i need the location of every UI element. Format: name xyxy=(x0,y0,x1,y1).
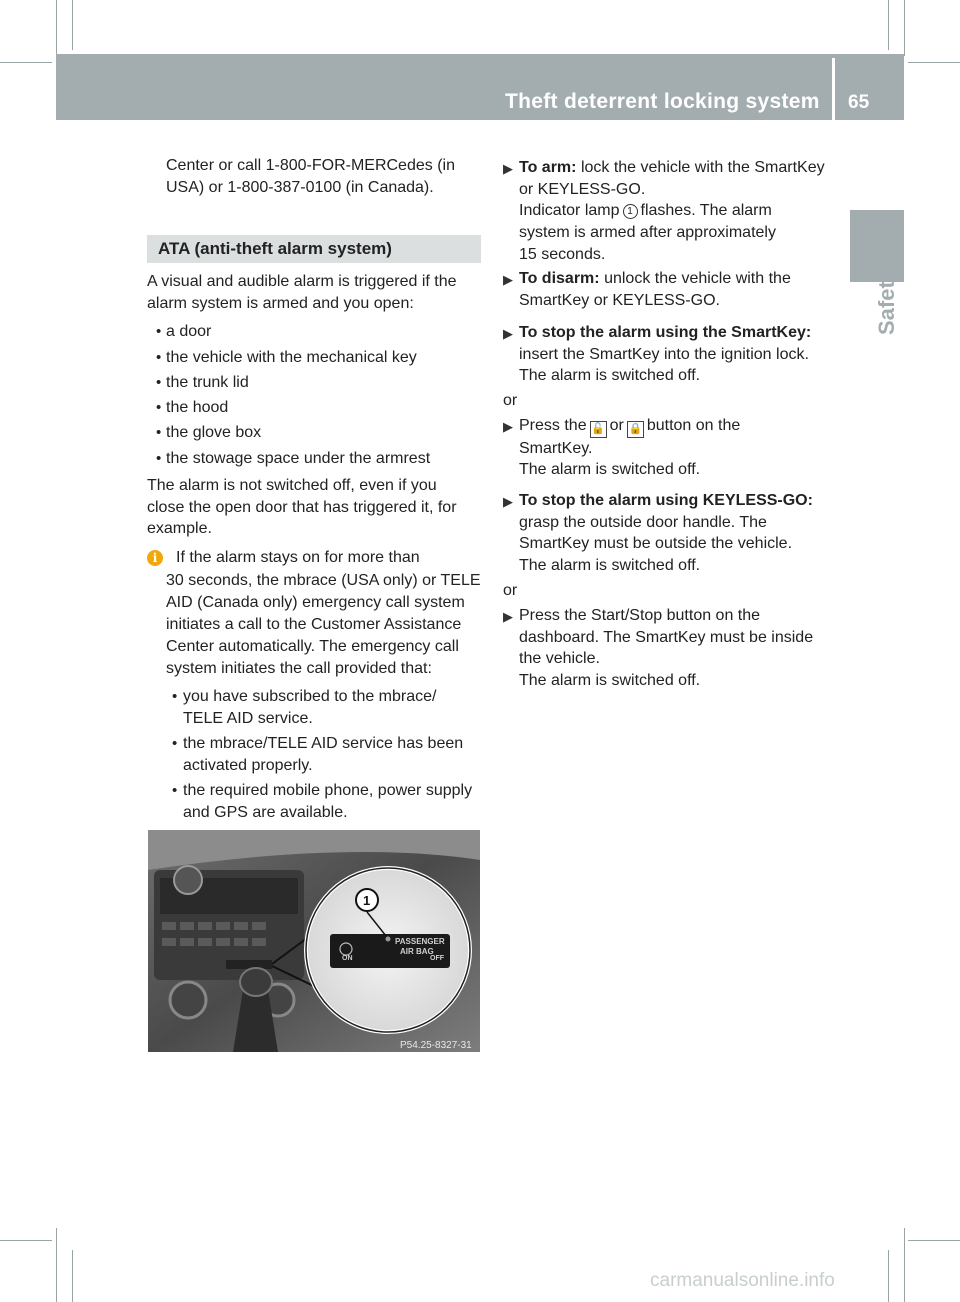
step-line: The alarm is switched off. xyxy=(519,461,701,478)
or-label: or xyxy=(503,392,518,409)
bullet-dot: • xyxy=(156,450,162,467)
list-item: a door xyxy=(166,323,212,340)
callout-1-icon: 1 xyxy=(623,204,638,219)
step-line: To stop the alarm using KEYLESS-GO: xyxy=(519,492,813,509)
bullet-dot: • xyxy=(156,349,162,366)
figure-code: P54.25-8327-31 xyxy=(400,1040,472,1051)
crop-mark xyxy=(56,0,57,56)
info-list-item: the mbrace/TELE AID service has been xyxy=(183,735,464,752)
info-line: Center automatically. The emergency call xyxy=(166,638,459,655)
step-line: To arm: lock the vehicle with the SmartKey xyxy=(519,159,825,176)
list-item: the stowage space under the armrest xyxy=(166,450,431,467)
bullet-dot: • xyxy=(172,688,178,705)
step-line: SmartKey. xyxy=(519,440,593,457)
or-label: or xyxy=(503,582,518,599)
info-icon: i xyxy=(147,550,163,566)
step-line: dashboard. The SmartKey must be inside xyxy=(519,629,814,646)
paragraph-line: A visual and audible alarm is triggered if the xyxy=(147,273,457,290)
info-line: AID (Canada only) emergency call system xyxy=(166,594,465,611)
step-arrow-icon: ▶ xyxy=(503,609,513,624)
info-line: system initiates the call provided that: xyxy=(166,660,432,677)
step-arrow-icon: ▶ xyxy=(503,326,513,341)
page-number: 65 xyxy=(848,92,870,113)
crop-mark xyxy=(888,0,889,50)
lock-icon: 🔒 xyxy=(627,421,644,438)
paragraph-line: close the open door that has triggered it, for xyxy=(147,499,457,516)
bullet-dot: • xyxy=(172,735,178,752)
step-line: The alarm is switched off. xyxy=(519,367,701,384)
paragraph-line: The alarm is not switched off, even if you xyxy=(147,477,437,494)
step-line: Press the 🔓 or 🔒 button on the xyxy=(519,415,740,438)
step-line: Press the Start/Stop button on the xyxy=(519,607,761,624)
crop-mark xyxy=(908,1240,960,1241)
figure-panel-text: PASSENGER xyxy=(395,937,445,946)
intro-line: USA) or 1-800-387-0100 (in Canada). xyxy=(166,179,434,196)
figure-panel-text: AIR BAG xyxy=(400,947,434,956)
crop-mark xyxy=(888,1250,889,1302)
crop-mark xyxy=(56,1228,57,1302)
step-line: insert the SmartKey into the ignition lock. xyxy=(519,346,809,363)
bullet-dot: • xyxy=(156,399,162,416)
info-line: 30 seconds, the mbrace (USA only) or TELE xyxy=(166,572,481,589)
bullet-dot: • xyxy=(172,782,178,799)
intro-line: Center or call 1-800-FOR-MERCedes (in xyxy=(166,157,455,174)
step-line: Indicator lamp 1 flashes. The alarm xyxy=(519,202,772,219)
dashboard-figure xyxy=(148,830,480,1052)
step-line: 15 seconds. xyxy=(519,246,606,263)
section-tab-label: Safety xyxy=(874,268,899,335)
crop-mark xyxy=(908,62,960,63)
step-line: grasp the outside door handle. The xyxy=(519,514,767,531)
step-line: SmartKey must be outside the vehicle. xyxy=(519,535,793,552)
crop-mark xyxy=(72,1250,73,1302)
info-list-item: activated properly. xyxy=(183,757,313,774)
step-arrow-icon: ▶ xyxy=(503,419,513,434)
step-line: The alarm is switched off. xyxy=(519,557,701,574)
step-line: To disarm: unlock the vehicle with the xyxy=(519,270,791,287)
step-line: SmartKey or KEYLESS-GO. xyxy=(519,292,720,309)
info-line: initiates a call to the Customer Assistance xyxy=(166,616,462,633)
paragraph-line: alarm system is armed and you open: xyxy=(147,295,414,312)
info-list-item: TELE AID service. xyxy=(183,710,313,727)
crop-mark xyxy=(72,0,73,50)
bullet-dot: • xyxy=(156,323,162,340)
crop-mark xyxy=(0,62,52,63)
step-arrow-icon: ▶ xyxy=(503,272,513,287)
page-title: Theft deterrent locking system xyxy=(505,90,820,113)
info-list-item: the required mobile phone, power supply xyxy=(183,782,473,799)
step-line: system is armed after approximately xyxy=(519,224,776,241)
figure-callout: 1 xyxy=(363,893,371,908)
header-divider xyxy=(832,58,835,120)
watermark-link[interactable]: carmanualsonline.info xyxy=(650,1270,835,1291)
step-line: or KEYLESS-GO. xyxy=(519,181,646,198)
section-heading: ATA (anti-theft alarm system) xyxy=(147,235,481,263)
bullet-dot: • xyxy=(156,374,162,391)
info-line: If the alarm stays on for more than xyxy=(176,549,420,566)
bullet-dot: • xyxy=(156,424,162,441)
step-line: To stop the alarm using the SmartKey: xyxy=(519,324,812,341)
figure-panel-off: OFF xyxy=(430,955,444,962)
info-list-item: and GPS are available. xyxy=(183,804,348,821)
list-item: the glove box xyxy=(166,424,262,441)
crop-mark xyxy=(904,1228,905,1302)
crop-mark xyxy=(904,0,905,56)
info-list-item: you have subscribed to the mbrace/ xyxy=(183,688,437,705)
step-line: The alarm is switched off. xyxy=(519,672,701,689)
step-arrow-icon: ▶ xyxy=(503,161,513,176)
step-arrow-icon: ▶ xyxy=(503,494,513,509)
unlock-icon: 🔓 xyxy=(590,421,607,438)
list-item: the vehicle with the mechanical key xyxy=(166,349,417,366)
paragraph-line: example. xyxy=(147,520,212,537)
step-line: the vehicle. xyxy=(519,650,600,667)
crop-mark xyxy=(0,1240,52,1241)
list-item: the trunk lid xyxy=(166,374,249,391)
list-item: the hood xyxy=(166,399,229,416)
figure-panel-on: ON xyxy=(342,955,353,962)
